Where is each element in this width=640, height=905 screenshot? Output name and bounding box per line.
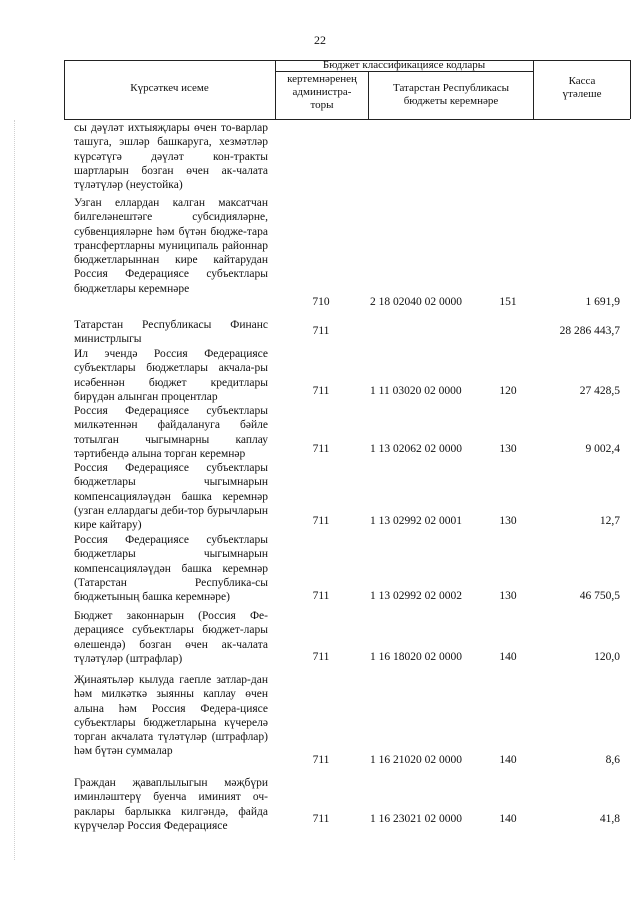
row-description: Россия Федерациясе субъектлары милкәтеннән файдалануга бәйле тотылган чыгымнарны каплау тәртибендә алына торган керемнәр bbox=[74, 405, 268, 460]
header-chief-admin bbox=[276, 73, 368, 112]
row-subcode: 120 bbox=[499, 385, 517, 397]
row-subcode: 130 bbox=[499, 590, 517, 602]
row-admin-code: 711 bbox=[312, 651, 330, 663]
row-subcode: 130 bbox=[499, 515, 517, 527]
row-amount: 46 750,5 bbox=[579, 590, 620, 602]
row-description: Узган еллардан калган максатчан билгеләнештәге субсидияләрне, субвенцияләрне һәм бүтән бюдже-тара трансфертларны муниципаль районнар бюджетларыннан кире кайтарудан Россия Федерациясе субъектлары бюджетлары керемнәре bbox=[74, 197, 268, 295]
row-amount: 8,6 bbox=[605, 754, 620, 766]
header-right-border bbox=[630, 60, 631, 119]
row-revenue-code: 1 16 18020 02 0000 bbox=[370, 651, 462, 663]
row-description: Ил эчендә Россия Федерациясе субъектлары бюджетлары акчала-ры исәбеннән бюджет кредитлары бирүдән алынган процентлар bbox=[74, 348, 268, 403]
header-indicator-name: Күрсәткеч исеме bbox=[130, 82, 209, 94]
row-subcode: 140 bbox=[499, 754, 517, 766]
header-rt-budget-line: бюджеты керемнәре bbox=[403, 95, 499, 107]
row-amount: 9 002,4 bbox=[585, 443, 620, 455]
header-chief-admin-line: торы bbox=[310, 99, 334, 111]
header-chief-admin-line: кертемнәренең bbox=[287, 73, 357, 85]
row-revenue-code: 1 13 02992 02 0001 bbox=[370, 515, 462, 527]
row-revenue-code: 1 16 23021 02 0000 bbox=[370, 813, 462, 825]
row-amount: 28 286 443,7 bbox=[559, 325, 620, 337]
row-admin-code: 711 bbox=[312, 325, 330, 337]
page-number: 22 bbox=[314, 33, 326, 47]
row-amount: 1 691,9 bbox=[585, 296, 620, 308]
row-admin-code: 711 bbox=[312, 385, 330, 397]
header-cash-line: үтәлеше bbox=[562, 88, 602, 100]
row-description: Бюджет законнарын (Россия Фе-дерациясе субъектлары бюджет-лары өлешендә) бозган өчен ак-чалата түләтүләр (штрафлар) bbox=[74, 610, 268, 665]
row-subcode: 130 bbox=[499, 443, 517, 455]
row-admin-code: 711 bbox=[312, 443, 330, 455]
row-revenue-code: 1 11 03020 02 0000 bbox=[370, 385, 462, 397]
row-subcode: 151 bbox=[499, 296, 517, 308]
header-rt-budget-revenue bbox=[369, 82, 533, 108]
row-revenue-code: 2 18 02040 02 0000 bbox=[370, 296, 462, 308]
row-description: Җинаятьләр кылуда гаепле затлар-дан һәм милкәткә зыянны каплау өчен алына һәм Россия Федера-циясе субъектлары бюджетларына күчерелә торган акчалата түләтүләр (штрафлар) һәм бүтән суммалар bbox=[74, 674, 268, 758]
row-description: Россия Федерациясе субъектлары бюджетлары чыгымнарын компенсацияләүдән башка керемнәр (узган еллардагы деби-тор бурычларын кире кайтару) bbox=[74, 462, 268, 532]
header-cash-execution bbox=[534, 75, 630, 101]
header-chief-admin-line: администра- bbox=[292, 86, 352, 98]
row-revenue-code: 1 13 02992 02 0002 bbox=[370, 590, 462, 602]
row-subcode: 140 bbox=[499, 813, 517, 825]
row-amount: 27 428,5 bbox=[579, 385, 620, 397]
row-amount: 12,7 bbox=[599, 515, 620, 527]
row-description: Россия Федерациясе субъектлары бюджетлары чыгымнарын компенсацияләүдән башка керемнәр (Татарстан Республика-сы бюджетының башка керемнәре) bbox=[74, 534, 268, 604]
row-description: Граждан җаваплылыгын мәҗбүри иминләштерү буенча иминият оч-раклары барлыкка килгәндә, файда күрүчеләр Россия Федерациясе bbox=[74, 777, 268, 832]
header-budget-codes: Бюджет классификациясе кодлары bbox=[322, 59, 486, 71]
row-admin-code: 710 bbox=[312, 296, 330, 308]
row-amount: 120,0 bbox=[594, 651, 620, 663]
row-admin-code: 711 bbox=[312, 590, 330, 602]
row-description: сы дәүләт ихтыяҗлары өчен то-варлар ташуга, эшләр башкаруга, хезмәтләр күрсәтүгә дәүләт кон-тракты шартларын бозган өчен ак-чалата түләтүләр (неустойка) bbox=[74, 122, 268, 192]
row-revenue-code: 1 13 02062 02 0000 bbox=[370, 443, 462, 455]
row-admin-code: 711 bbox=[312, 813, 330, 825]
header-bottom-rule bbox=[64, 119, 630, 120]
row-admin-code: 711 bbox=[312, 515, 330, 527]
row-admin-code: 711 bbox=[312, 754, 330, 766]
header-cash-line: Касса bbox=[568, 75, 596, 87]
header-rt-budget-line: Татарстан Республикасы bbox=[393, 82, 509, 94]
row-subcode: 140 bbox=[499, 651, 517, 663]
row-revenue-code: 1 16 21020 02 0000 bbox=[370, 754, 462, 766]
scan-edge bbox=[14, 120, 15, 860]
row-description: Татарстан Республикасы Финанс министрлыгы bbox=[74, 319, 268, 346]
row-amount: 41,8 bbox=[599, 813, 620, 825]
